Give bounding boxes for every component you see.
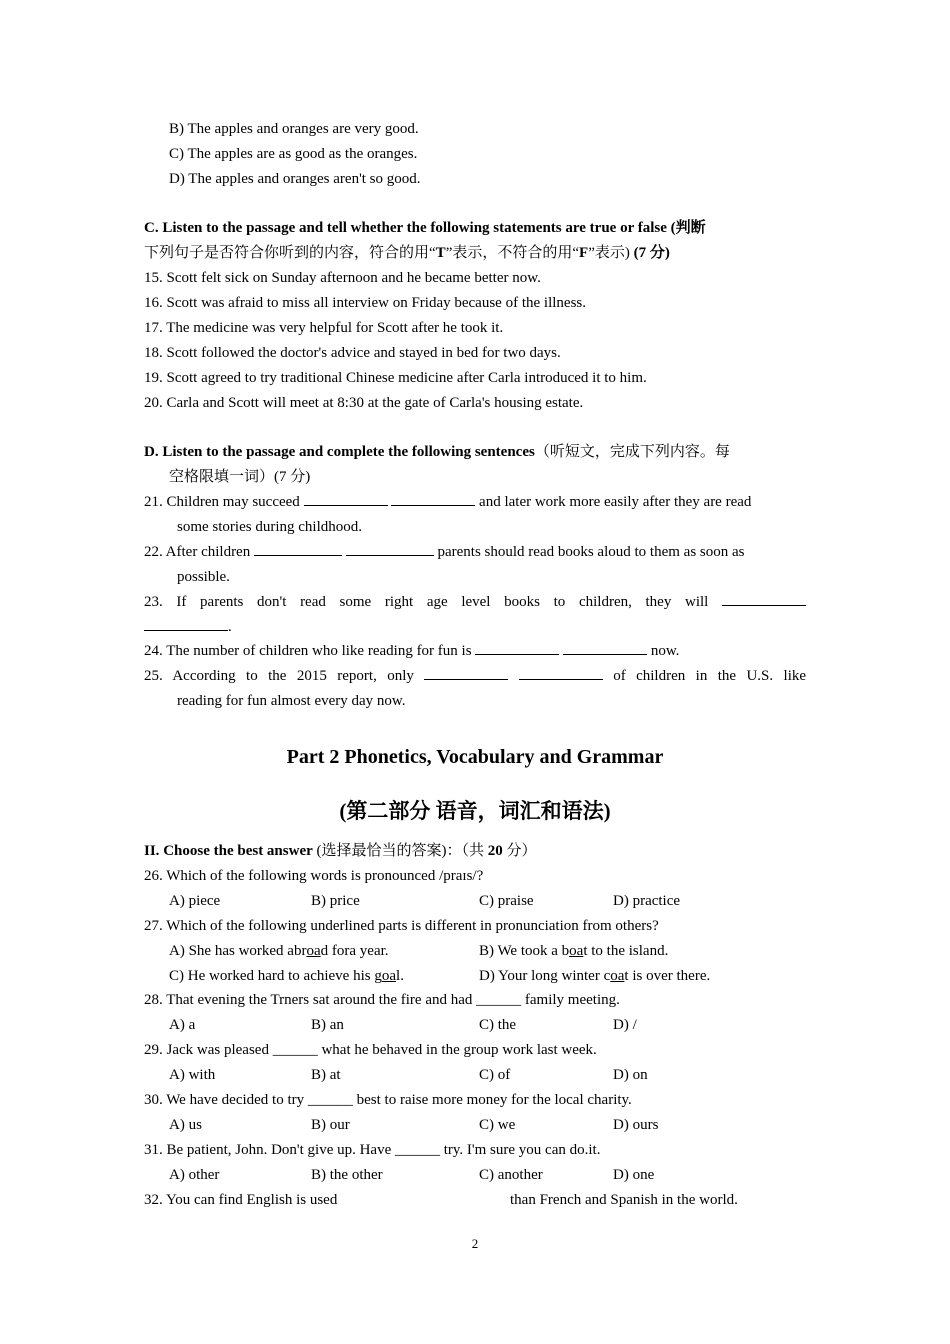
question-21-cont: some stories during childhood. — [177, 519, 362, 535]
q31-option-a[interactable]: A) other — [169, 1167, 220, 1183]
q23-period: . — [228, 619, 232, 635]
q27a-underlined: oa — [306, 943, 321, 959]
part-2-title: Part 2 Phonetics, Vocabulary and Grammar — [286, 746, 664, 768]
section-ii-heading-en: Choose the best answer — [163, 843, 313, 859]
section-c-score: (7 分) — [633, 245, 670, 261]
statement-15: 15. Scott felt sick on Sunday afternoon and he became better now. — [144, 270, 541, 286]
question-31: 31. Be patient, John. Don't give up. Have ______ try. I'm sure you can do.it. — [144, 1142, 601, 1158]
q30-option-b[interactable]: B) our — [311, 1117, 350, 1133]
part-2-subtitle: (第二部分 语音，词汇和语法) — [339, 799, 611, 823]
q29-option-d[interactable]: D) on — [613, 1067, 648, 1083]
q29-option-c[interactable]: C) of — [479, 1067, 511, 1083]
option-c: C) The apples are as good as the oranges. — [169, 146, 418, 162]
section-ii-number: II. — [144, 843, 160, 859]
q27d-underlined: oa — [610, 968, 625, 984]
q21-text: 21. Children may succeed — [144, 494, 300, 510]
question-22-cont: possible. — [177, 569, 230, 585]
q26-option-c[interactable]: C) praise — [479, 893, 534, 909]
q28-option-d[interactable]: D) / — [613, 1017, 637, 1033]
question-25-cont: reading for fun almost every day now. — [177, 693, 406, 709]
q27-option-a[interactable] — [169, 942, 389, 960]
option-b: B) The apples and oranges are very good. — [169, 121, 419, 137]
section-d-heading-en: D. Listen to the passage and complete the following sentences — [144, 444, 535, 460]
question-26: 26. Which of the following words is pronounced /praɪs/? — [144, 868, 484, 884]
question-23-cont — [144, 618, 232, 636]
q28-option-c[interactable]: C) the — [479, 1017, 517, 1033]
q27d-post: t is over there. — [624, 968, 711, 984]
q30-option-c[interactable]: C) we — [479, 1117, 516, 1133]
question-25 — [144, 667, 806, 685]
statement-18: 18. Scott followed the doctor's advice and stayed in bed for two days. — [144, 345, 561, 361]
q21-blank-2[interactable] — [391, 493, 475, 506]
section-c-heading-en: C. Listen to the passage and tell whether the following statements are true or false — [144, 220, 667, 236]
section-d-heading-line2: 空格限填一词）(7 分) — [169, 469, 311, 485]
q27a-pre: A) She has worked abr — [169, 943, 307, 959]
q30-option-a[interactable]: A) us — [169, 1117, 202, 1133]
q24-blank-1[interactable] — [475, 642, 559, 655]
section-c-heading-cn: (判断 — [670, 220, 706, 236]
question-30: 30. We have decided to try ______ best to raise more money for the local charity. — [144, 1092, 632, 1108]
section-ii-score-num: 20 — [487, 843, 503, 859]
q25-blank-1[interactable] — [424, 667, 508, 680]
question-32: 32. You can find English is used — [144, 1192, 338, 1208]
q31-option-b[interactable]: B) the other — [311, 1167, 383, 1183]
q22-blank-2[interactable] — [346, 543, 434, 556]
q24-text: 24. The number of children who like reading for fun is — [144, 643, 472, 659]
q27b-underlined: oa — [569, 943, 584, 959]
q23-text: 23. If parents don't read some right age level books to children, they will — [144, 594, 709, 610]
question-24 — [144, 642, 679, 660]
statement-16: 16. Scott was afraid to miss all interview on Friday because of the illness. — [144, 295, 586, 311]
section-c-heading — [144, 219, 706, 237]
statement-17: 17. The medicine was very helpful for Scott after he took it. — [144, 320, 504, 336]
q21-blank-1[interactable] — [304, 493, 388, 506]
section-ii-heading-cn: (选择最恰当的答案) — [316, 843, 447, 859]
question-29: 29. Jack was pleased ______ what he behaved in the group work last week. — [144, 1042, 597, 1058]
section-d-heading — [144, 443, 730, 461]
q24-text-2: now. — [650, 643, 680, 659]
true-marker: T — [435, 245, 446, 261]
section-ii-heading — [144, 842, 537, 860]
q27-option-c[interactable] — [169, 967, 404, 985]
q26-option-d[interactable]: D) practice — [613, 893, 681, 909]
statement-20: 20. Carla and Scott will meet at 8:30 at the gate of Carla's housing estate. — [144, 395, 584, 411]
q27b-post: t to the island. — [583, 943, 669, 959]
q25-blank-2[interactable] — [519, 667, 603, 680]
section-c-heading-line2 — [144, 244, 670, 262]
q26-option-b[interactable]: B) price — [311, 893, 360, 909]
q25-text-2: of children in the U.S. like — [613, 668, 807, 684]
q27d-pre: D) Your long winter c — [479, 968, 611, 984]
q25-text: 25. According to the 2015 report, only — [144, 668, 414, 684]
false-marker: F — [579, 245, 589, 261]
q27a-post: d fora year. — [320, 943, 389, 959]
statement-19: 19. Scott agreed to try traditional Chinese medicine after Carla introduced it to him. — [144, 370, 647, 386]
section-c-cn-text2: ”表示，不符合的用“ — [445, 245, 580, 261]
question-27: 27. Which of the following underlined parts is different in pronunciation from others? — [144, 918, 659, 934]
q27b-pre: B) We took a b — [479, 943, 570, 959]
q24-blank-2[interactable] — [563, 642, 647, 655]
q26-option-a[interactable]: A) piece — [169, 893, 221, 909]
q21-text-2: and later work more easily after they are read — [479, 494, 752, 510]
q28-option-a[interactable]: A) a — [169, 1017, 196, 1033]
question-21 — [144, 493, 751, 511]
section-d-heading-cn: （听短文，完成下列内容。每 — [534, 444, 730, 460]
q28-option-b[interactable]: B) an — [311, 1017, 344, 1033]
q23-blank-1[interactable] — [722, 593, 806, 606]
q27c-pre: C) He worked hard to achieve his g — [169, 968, 382, 984]
section-ii-score-post: 分） — [506, 843, 537, 859]
q22-text: 22. After children — [144, 544, 251, 560]
q27c-post: l. — [396, 968, 404, 984]
q31-option-c[interactable]: C) another — [479, 1167, 543, 1183]
question-22 — [144, 543, 745, 561]
q29-option-a[interactable]: A) with — [169, 1067, 216, 1083]
section-c-cn-text: 下列句子是否符合你听到的内容，符合的用“ — [144, 245, 436, 261]
q27-option-d[interactable] — [479, 967, 710, 985]
question-32-cont: than French and Spanish in the world. — [510, 1192, 738, 1208]
q29-option-b[interactable]: B) at — [311, 1067, 341, 1083]
page-number: 2 — [471, 1236, 479, 1251]
q27-option-b[interactable] — [479, 942, 668, 960]
q30-option-d[interactable]: D) ours — [613, 1117, 659, 1133]
q27c-underlined: oa — [381, 968, 397, 984]
question-23 — [144, 593, 806, 611]
section-ii-score-pre: ：（共 — [446, 843, 485, 859]
option-d: D) The apples and oranges aren't so good. — [169, 171, 421, 187]
q23-blank-2[interactable] — [144, 618, 228, 631]
q31-option-d[interactable]: D) one — [613, 1167, 655, 1183]
q22-blank-1[interactable] — [254, 543, 342, 556]
section-c-cn-text3: ”表示) — [588, 245, 630, 261]
question-28: 28. That evening the Trners sat around the fire and had ______ family meeting. — [144, 992, 620, 1008]
q22-text-2: parents should read books aloud to them as soon as — [437, 544, 745, 560]
